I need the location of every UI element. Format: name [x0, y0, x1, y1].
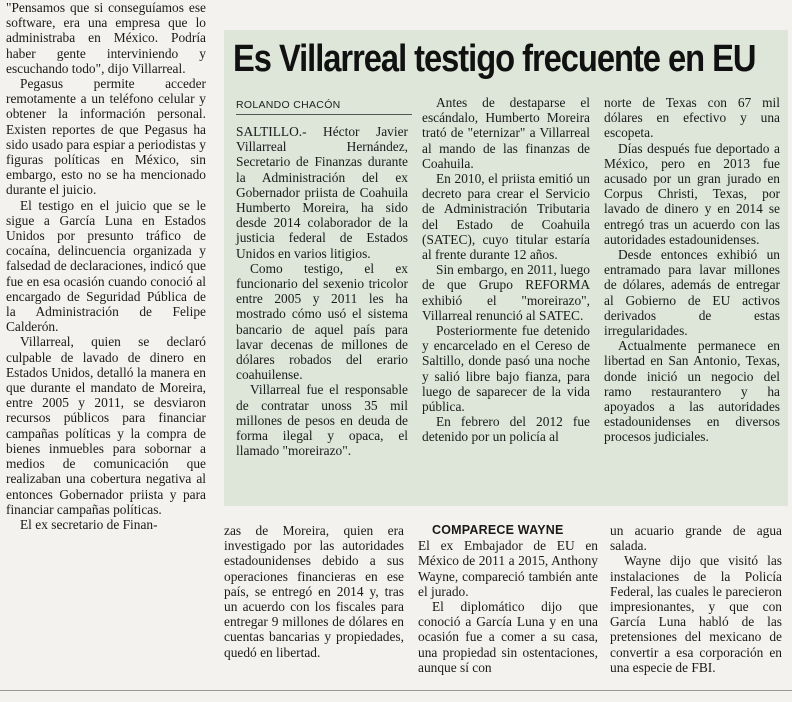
page-bottom-divider	[0, 690, 792, 691]
paragraph: Villarreal, quien se declaró culpable de lavado de dinero en Estados Unidos, detalló la manera en que durante el mandato de Moreira, entre 2005 y 2011, se desviaron recursos públicos para financiar campañas políticas y la compra de bienes inmuebles para sobornar a medios de comunicación que realizaban una cobertura negativa al entonces Gobernador priista y para financiar campañas políticas.	[6, 334, 206, 517]
paragraph: un acuario grande de agua salada.	[610, 523, 782, 554]
paragraph: Sin embargo, en 2011, luego de que Grupo REFORMA exhibió el "moreirazo", Villarreal renunció al SATEC.	[422, 262, 590, 323]
paragraph: zas de Moreira, quien era investigado por las autoridades estadounidenses debido a sus operaciones financieras en ese país, se entregó en 2014 y, tras un acuerdo con los fiscales para entregar 9 millones de dólares en cuentas bancarias y propiedades, quedó en libertad.	[224, 523, 404, 660]
paragraph: El ex Embajador de EU en México de 2011 a 2015, Anthony Wayne, compareció también ante el jurado.	[418, 538, 598, 599]
headline: Es Villarreal testigo frecuente en EU	[233, 38, 756, 80]
paragraph: Desde entonces exhibió un entramado para lavar millones de dólares, además de entregar al Gobierno de EU activos derivados de estas irregularidades.	[604, 247, 780, 339]
paragraph: El ex secretario de Finan-	[20, 516, 158, 532]
paragraph: En 2010, el priista emitió un decreto para crear el Servicio de Administración Tributaria del Estado de Coahuila (SATEC), cuyo titular estaría al frente durante 12 años.	[422, 171, 590, 263]
paragraph: El diplomático dijo que conoció a García Luna y en una ocasión fue a comer a su casa, una propiedad sin ostentaciones, aunque sí con	[418, 599, 598, 675]
paragraph: "Pensamos que si conseguíamos ese software, era una empresa que lo administraba en México. Podría haber gente interviniendo y escuchando todo", dijo Villarreal.	[6, 0, 206, 76]
story-column-2	[422, 95, 590, 445]
paragraph: Wayne dijo que visitó las instalaciones de la Policía Federal, las cuales le parecieron impresionantes, y que con García Luna habló de las pretensiones del mexicano de convertir a esa corporación en una especie de FBI.	[610, 553, 782, 675]
byline: ROLANDO CHACÓN	[236, 99, 341, 111]
paragraph: Como testigo, el ex funcionario del sexenio tricolor entre 2005 y 2011 les ha mostrado cómo usó el sistema bancario de aquel país para lavar decenas de millones de dólares robados del erario coahuilense.	[236, 260, 408, 383]
paragraph: Pegasus permite acceder remotamente a un teléfono celular y obtener la información personal. Existen reportes de que Pegasus ha sido usado para espiar a periodistas y figuras políticas en México, sin embargo, esto no se ha mencionado durante el juicio.	[6, 76, 206, 198]
story-column-3	[604, 95, 780, 445]
story-column-1	[236, 124, 408, 458]
byline-divider	[236, 114, 412, 115]
bottom-column-3	[610, 523, 782, 675]
bottom-column-2	[418, 523, 598, 675]
paragraph: El testigo en el juicio que se le sigue a García Luna en Estados Unidos por presunto tráfico de cocaína, delincuencia organizada y falsedad de declaraciones, indicó que fue en esa ocasión cuando conoció al encargado de Seguridad Pública de la Administración de Felipe Calderón.	[6, 197, 206, 335]
paragraph: Villarreal fue el responsable de contratar unoss 35 mil millones de pesos en deuda de forma ilegal y opaca, el llamado "moreirazo".	[236, 382, 408, 459]
paragraph: Actualmente permanece en libertad en San Antonio, Texas, donde inició un negocio del ramo restaurantero y ha apoyados a las autoridades estadounidenses en diversos procesos judiciales.	[604, 338, 780, 445]
bottom-column-1	[224, 523, 404, 660]
paragraph: En febrero del 2012 fue detenido por un policía al	[422, 414, 590, 445]
subhead: COMPARECE WAYNE	[432, 523, 564, 537]
column-left	[6, 0, 206, 532]
paragraph: Días después fue deportado a México, pero en 2013 fue acusado por un gran jurado en Corpus Christi, Texas, por lavado de dinero y en 2014 se entregó tras un acuerdo con las autoridades estadounidenses.	[604, 140, 780, 247]
paragraph: SALTILLO.- Héctor Javier Villarreal Hernández, Secretario de Finanzas durante la Administración del ex Gobernador priista de Coahuila Humberto Moreira, ha sido desde 2014 colaborador de la justicia federal de Estados Unidos en varios litigios.	[236, 124, 408, 261]
paragraph: norte de Texas con 67 mil dólares en efectivo y una escopeta.	[604, 95, 780, 141]
paragraph: Antes de destaparse el escándalo, Humberto Moreira trató de "eternizar" a Villarreal al mando de las finanzas de Coahuila.	[422, 95, 590, 171]
paragraph: Posteriormente fue detenido y encarcelado en el Cereso de Saltillo, donde pasó una noche y salió libre bajo fianza, para luego de saparecer de la vida pública.	[422, 323, 590, 415]
